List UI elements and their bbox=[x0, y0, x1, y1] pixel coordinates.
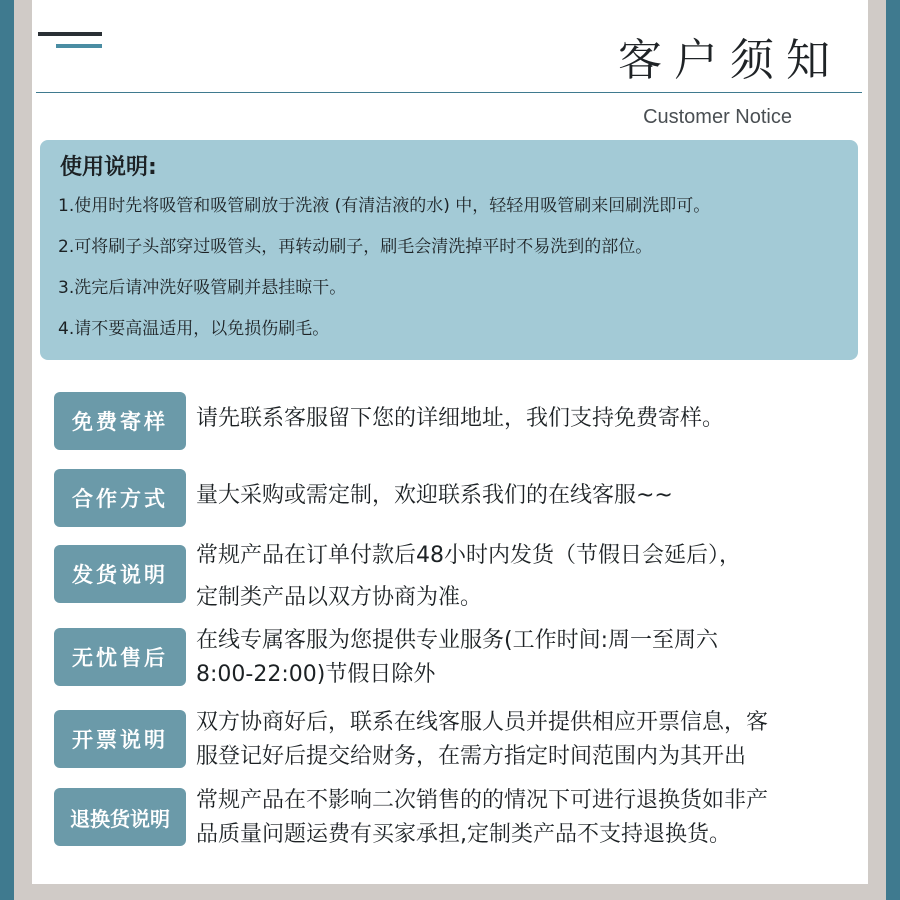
notice-text bbox=[196, 624, 856, 692]
notice-text-line: 常规产品在不影响二次销售的的情况下可进行退换货如非产 bbox=[196, 788, 769, 813]
notice-text-line: 常规产品在订单付款后48小时内发货（节假日会延后）， bbox=[196, 543, 741, 568]
notice-text bbox=[196, 479, 856, 513]
right-frame-edge bbox=[886, 0, 900, 900]
notice-label-cooperation: 合作方式 bbox=[54, 469, 186, 527]
usage-item: 1.使用时先将吸管和吸管刷放于洗液 (有清洁液的水) 中，轻轻用吸管刷来回刷洗即可。 bbox=[58, 196, 711, 216]
notice-label-invoice: 开票说明 bbox=[54, 710, 186, 768]
decorative-line-dark bbox=[38, 32, 102, 36]
notice-text-line: 量大采购或需定制，欢迎联系我们的在线客服~~ bbox=[196, 483, 673, 508]
notice-text-line: 在线专属客服为您提供专业服务(工作时间:周一至周六 bbox=[196, 628, 718, 653]
notice-card bbox=[32, 0, 868, 884]
usage-item: 4.请不要高温适用，以免损伤刷毛。 bbox=[58, 319, 330, 339]
page-title: 客户须知 bbox=[618, 35, 842, 86]
notice-text-line: 双方协商好后，联系在线客服人员并提供相应开票信息，客 bbox=[196, 710, 769, 735]
notice-text-line: 请先联系客服留下您的详细地址，我们支持免费寄样。 bbox=[196, 406, 725, 431]
notice-label-free-sample: 免费寄样 bbox=[54, 392, 186, 450]
notice-label-after-sales: 无忧售后 bbox=[54, 628, 186, 686]
notice-label-shipping: 发货说明 bbox=[54, 545, 186, 603]
left-frame-edge bbox=[0, 0, 14, 900]
notice-text-line: 定制类产品以双方协商为准。 bbox=[196, 585, 483, 610]
usage-instructions-panel bbox=[40, 140, 858, 360]
notice-text bbox=[196, 784, 856, 852]
page-subtitle: Customer Notice bbox=[643, 106, 792, 128]
decorative-line-teal bbox=[56, 44, 102, 48]
usage-heading: 使用说明: bbox=[60, 155, 157, 180]
notice-text bbox=[196, 706, 856, 774]
usage-item: 2.可将刷子头部穿过吸管头，再转动刷子，刷毛会清洗掉平时不易洗到的部位。 bbox=[58, 237, 653, 257]
notice-text-line: 服登记好后提交给财务，在需方指定时间范围内为其开出 bbox=[196, 744, 747, 769]
notice-label-returns: 退换货说明 bbox=[54, 788, 186, 846]
title-divider bbox=[36, 92, 862, 93]
notice-text-line: 8:00-22:00)节假日除外 bbox=[196, 662, 436, 687]
notice-text bbox=[196, 402, 856, 436]
notice-text-line: 品质量问题运费有买家承担,定制类产品不支持退换货。 bbox=[196, 822, 731, 847]
usage-item: 3.洗完后请冲洗好吸管刷并悬挂晾干。 bbox=[58, 278, 347, 298]
notice-text bbox=[196, 539, 856, 615]
